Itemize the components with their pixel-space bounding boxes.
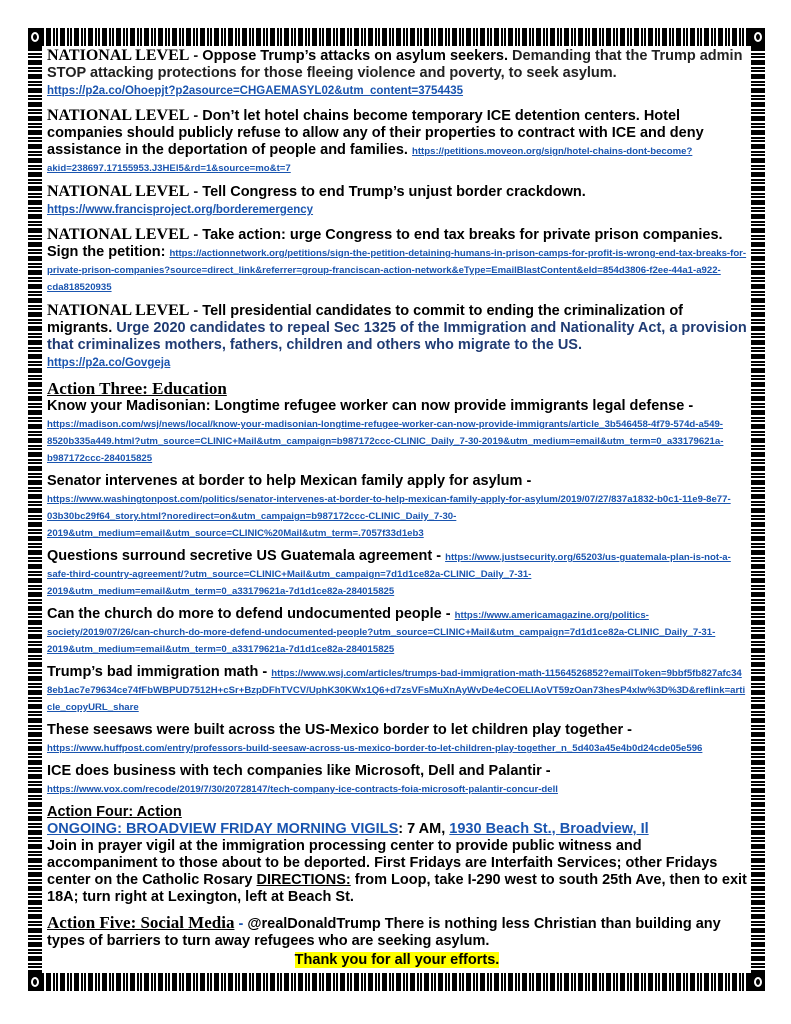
border-top (28, 28, 765, 46)
directions-label: DIRECTIONS: (256, 872, 351, 888)
action-three-section (47, 380, 747, 797)
vigil-line: ONGOING: BROADVIEW FRIDAY MORNING VIGILS: 7 AM, 1930 Beach St., Broadview, Il (47, 821, 649, 837)
national-item-migrants: NATIONAL LEVEL - Tell presidential candidates to commit to ending the criminalization of migrants. Urge 2020 candidates to repeal Sec 1325 of the Immigration and Nationality Act, a provision that criminalizes mothers, fathers, children and others who migrate to the US. https://p2a.co/Govgeja (47, 302, 747, 369)
border-right (751, 28, 765, 991)
article-title: Senator intervenes at border to help Mexican family apply for asylum - (47, 473, 532, 489)
national-item-prisons: NATIONAL LEVEL - Take action: urge Congress to end tax breaks for private prison companies. Sign the petition: https://actionnetwork.org/petitions/sign-the-petition-detaining-humans-in-prison-camps-for-profit-is-wrong-end-tax-breaks-for-private-prison-companies?source=direct_link&referrer=group-franciscan-action-network&eType=EmailBlastContent&eId=854d3806-f2ee-44a1-a922-cda818520935 (47, 226, 747, 293)
level-label: NATIONAL LEVEL (47, 47, 190, 64)
item-title: Oppose Trump’s attacks on asylum seekers. (202, 48, 509, 64)
vigil-address-link[interactable]: 1930 Beach St., Broadview, Il (449, 821, 649, 837)
item-link[interactable]: https://actionnetwork.org/petitions/sign-the-petition-detaining-humans-in-prison-camps-for-profit-is-wrong-end-tax-breaks-for-private-prison-companies?source=direct_link&referrer=group-franciscan-action-network&eType=EmailBlastContent&eId=854d3806-f2ee-44a1-a922-cda818520935 (47, 248, 747, 293)
level-label: NATIONAL LEVEL (47, 226, 190, 243)
action-four-section (47, 804, 747, 906)
thank-you-note: Thank you for all your efforts. (294, 952, 500, 968)
article-link[interactable]: https://www.justsecurity.org/65203/us-guatemala-plan-is-not-a-safe-third-country-agreement/?utm_source=CLINIC+Mail&utm_campaign=7d1d1ce82a-CLINIC_Daily_7-31-2019&utm_medium=email&utm_term=0_a33179621a-7d1d1ce82a-284015825 (47, 552, 731, 597)
level-label: NATIONAL LEVEL (47, 302, 190, 319)
social-handle: @realDonaldTrump (247, 916, 381, 932)
article-link[interactable]: https://www.americamagazine.org/politics-society/2019/07/26/can-church-do-more-defend-undocumented-people?utm_source=CLINIC+Mail&utm_campaign=7d1d1ce82a-CLINIC_Daily_7-31-2019&utm_medium=email&utm_term=0_a33179621a-7d1d1ce82a-284015825 (47, 610, 716, 655)
article-item (47, 398, 747, 466)
item-title: Don’t let hotel chains become temporary ICE detention centers. Hotel companies should publicly refuse to allow any of their properties to contract with ICE and deny assistance in the deportation of people and families. (47, 108, 704, 158)
item-link[interactable]: https://p2a.co/Govgeja (47, 357, 171, 369)
article-item (47, 664, 747, 715)
item-title: Take action: urge Congress to end tax breaks for private prison companies. Sign the petition: (47, 227, 723, 260)
action-five-heading: Action Five: Social Media (47, 913, 235, 932)
action-five-body: There is nothing less Christian than building any types of barriers to turn away refugees who are seeking asylum. (47, 916, 721, 949)
action-four-heading: Action Four: Action (47, 804, 182, 820)
item-link[interactable]: https://www.francisproject.org/borderemergency (47, 204, 314, 216)
vigil-time: 7 AM, (403, 821, 450, 837)
article-title: These seesaws were built across the US-Mexico border to let children play together - (47, 722, 632, 738)
border-bottom (28, 973, 765, 991)
item-body: Urge 2020 candidates to repeal Sec 1325 of the Immigration and Nationality Act, a provision that criminalizes mothers, fathers, children and others who migrate to the US. (47, 320, 747, 353)
action-three-heading: Action Three: Education (47, 379, 227, 398)
item-body: Demanding that the Trump admin STOP attacking protections for those fleeing violence and poverty, to seek asylum. (47, 48, 743, 81)
article-title: Know your Madisonian: Longtime refugee worker can now provide immigrants legal defense - (47, 398, 694, 414)
article-title: Questions surround secretive US Guatemala agreement (47, 548, 433, 564)
article-link[interactable]: https://www.washingtonpost.com/politics/senator-intervenes-at-border-to-help-mexican-family-apply-for-asylum/2019/07/27/837a1832-b0c1-11e9-8e77-03b30bc29f64_story.html?noredirect=on&utm_campaign=b987172ccc-CLINIC_Daily_7-30-2019&utm_medium=email&utm_source=CLINIC%20Mail&utm_term=.7057f33d1eb3 (47, 494, 731, 539)
article-item (47, 473, 747, 541)
article-link[interactable]: https://www.wsj.com/articles/trumps-bad-immigration-math-11564526852?emailToken=9bbf5fb827afc348eb1ac7e79634ce74fFbWBPUD7512H+cSr+BzpDFhTVCV/UphK30KWx1Q6+d7zsVFsMuXnAyWvDe4eCOELIAoVT59zOan73hesP4xlw%3D%3D&reflink=article_copyURL_share (47, 668, 746, 713)
item-link[interactable]: https://p2a.co/Ohoepjt?p2asource=CHGAEMASYL02&utm_content=3754435 (47, 85, 464, 97)
corner-ornament-icon (28, 28, 42, 46)
item-title: Tell Congress to end Trump’s unjust border crackdown. (202, 184, 586, 200)
article-title: Trump’s bad immigration math - (47, 664, 268, 680)
article-item (47, 606, 747, 657)
corner-ornament-icon (28, 973, 42, 991)
border-left (28, 28, 42, 991)
level-label: NATIONAL LEVEL (47, 107, 190, 124)
article-item (47, 722, 747, 756)
item-title: Tell presidential candidates to commit to ending the criminalization of migrants. (47, 303, 684, 336)
action-five-section: Action Five: Social Media - @realDonaldTrump There is nothing less Christian than building any types of barriers to turn away refugees who are seeking asylum. Thank you for all your efforts. (47, 914, 747, 969)
item-link[interactable]: https://petitions.moveon.org/sign/hotel-chains-dont-become?akid=238697.17155953.J3HEl5&rd=1&source=mo&t=7 (47, 146, 693, 174)
corner-ornament-icon (751, 973, 765, 991)
article-item (47, 763, 747, 797)
article-item: Questions surround secretive US Guatemala agreement - https://www.justsecurity.org/65203/us-guatemala-plan-is-not-a-safe-third-country-agreement/?utm_source=CLINIC+Mail&utm_campaign=7d1d1ce82a-CLINIC_Daily_7-31-2019&utm_medium=email&utm_term=0_a33179621a-7d1d1ce82a-284015825 (47, 548, 731, 597)
national-item-asylum: NATIONAL LEVEL - Oppose Trump’s attacks on asylum seekers. Demanding that the Trump admin STOP attacking protections for those fleeing violence and poverty, to seek asylum. https://p2a.co/Ohoepjt?p2asource=CHGAEMASYL02&utm_content=3754435 (47, 47, 743, 97)
vigil-label[interactable]: ONGOING: BROADVIEW FRIDAY MORNING VIGILS (47, 821, 399, 837)
article-link[interactable]: https://www.huffpost.com/entry/professors-build-seesaw-across-us-mexico-border-to-let-children-play-together_n_5d403a45e4b0d24cde05e596 (47, 743, 703, 754)
level-label: NATIONAL LEVEL (47, 183, 190, 200)
article-title: Can the church do more to defend undocumented people - (47, 606, 451, 622)
corner-ornament-icon (751, 28, 765, 46)
national-item-hotels: NATIONAL LEVEL - Don’t let hotel chains become temporary ICE detention centers. Hotel companies should publicly refuse to allow any of their properties to contract with ICE and deny assistance in the deportation of people and families. https://petitions.moveon.org/sign/hotel-chains-dont-become?akid=238697.17155953.J3HEl5&rd=1&source=mo&t=7 (47, 107, 704, 174)
article-title: ICE does business with tech companies like Microsoft, Dell and Palantir - (47, 763, 551, 779)
article-link[interactable]: https://madison.com/wsj/news/local/know-your-madisonian-longtime-refugee-worker-can-now-provide-immigrants/article_3b546458-4f79-574d-a549-8520b335a449.html?utm_source=CLINIC+Mail&utm_campaign=b987172ccc-CLINIC_Daily_7-30-2019&utm_medium=email&utm_term=0_a33179621a-b987172ccc-284015825 (47, 419, 724, 464)
national-item-border: NATIONAL LEVEL - Tell Congress to end Trump’s unjust border crackdown. https://www.francisproject.org/borderemergency (47, 183, 586, 216)
article-link[interactable]: https://www.vox.com/recode/2019/7/30/20728147/tech-company-ice-contracts-foia-microsoft-palantir-concur-dell (47, 784, 558, 795)
vigil-description: Join in prayer vigil at the immigration processing center to provide public witness and accompaniment to those about to be deported. First Fridays are Interfaith Services; other Fridays center on the Catholic Rosary DIRECTIONS: from Loop, take I-290 west to south 25th Ave, then to exit 18A; turn right at Lexington, left at Beach St. (47, 838, 747, 905)
document-body (47, 47, 747, 968)
